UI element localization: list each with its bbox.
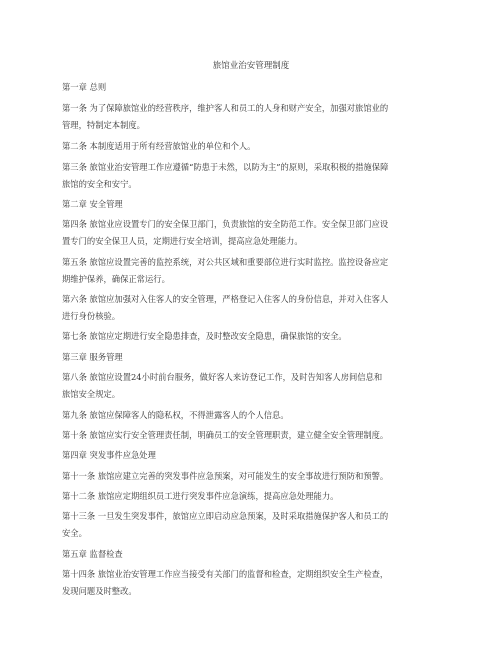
- article-12: 第十二条 旅馆应定期组织员工进行突发事件应急演练，提高应急处理能力。: [62, 491, 339, 501]
- article-7: 第七条 旅馆应定期进行安全隐患排查，及时整改安全隐患，确保旅馆的安全。: [62, 331, 347, 341]
- document-title: 旅馆业治安管理制度: [212, 61, 290, 71]
- article-3: 第三条 旅馆业治安管理工作应遵循“防患于未然，以防为主”的原则，采取积极的措施保障 旅馆的安全和安宁。: [62, 162, 389, 189]
- article-10: 第十条 旅馆应实行安全管理责任制，明确员工的安全管理职责，建立健全安全管理制度。: [62, 430, 389, 440]
- article-8: 第八条 旅馆应设置24小时前台服务，做好客人来访登记工作，及时告知客人房间信息和 旅馆安全规定。: [62, 372, 383, 399]
- chapter-4-heading: 第四章 突发事件应急处理: [62, 450, 156, 460]
- article-4: 第四条 旅馆业应设置专门的安全保卫部门，负责旅馆的安全防范工作。安全保卫部门应设 置专门的安全保卫人员，定期进行安全培训，提高应急处理能力。: [62, 219, 389, 246]
- chapter-1-heading: 第一章 总则: [62, 82, 107, 92]
- chapter-3-heading: 第三章 服务管理: [62, 352, 123, 362]
- article-2: 第二条 本制度适用于所有经营旅馆业的单位和个人。: [62, 141, 256, 151]
- article-9: 第九条 旅馆应保障客人的隐私权，不得泄露客人的个人信息。: [62, 410, 289, 420]
- article-11: 第十一条 旅馆应建立完善的突发事件应急预案，对可能发生的安全事故进行预防和预警。: [62, 471, 389, 481]
- article-1: 第一条 为了保障旅馆业的经营秩序，维护客人和员工的人身和财产安全，加强对旅馆业的 管理，特制定本制度。: [62, 103, 389, 130]
- article-5: 第五条 旅馆应设置完善的监控系统，对公共区域和重要部位进行实时监控。监控设备应定 期维护保养，确保正常运行。: [62, 257, 389, 284]
- chapter-5-heading: 第五章 监督检查: [62, 549, 123, 559]
- article-14: 第十四条 旅馆业治安管理工作应当接受有关部门的监督和检查，定期组织安全生产检查， 发现问题及时整改。: [62, 569, 389, 596]
- article-13: 第十三条 一旦发生突发事件，旅馆应立即启动应急预案，及时采取措施保护客人和员工的 安全。: [62, 511, 389, 538]
- chapter-2-heading: 第二章 安全管理: [62, 199, 123, 209]
- article-6: 第六条 旅馆应加强对入住客人的安全管理，严格登记入住客人的身份信息，并对入住客人 进行身份核验。: [62, 294, 389, 321]
